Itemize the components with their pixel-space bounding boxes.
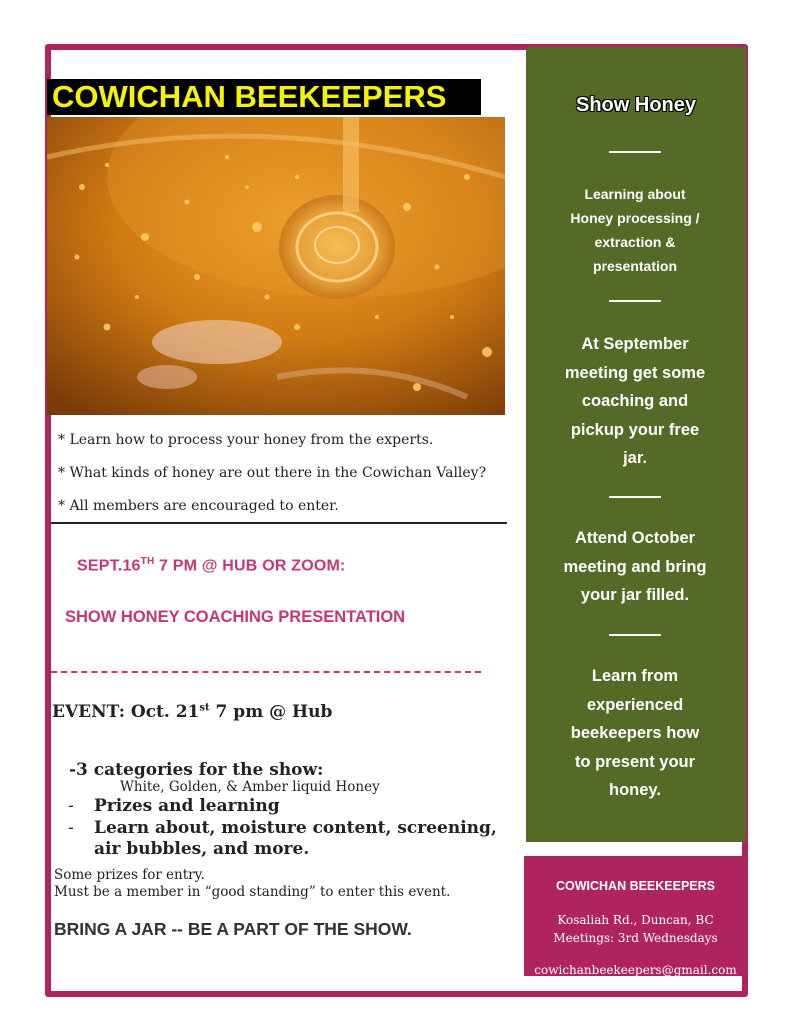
sidebar-block: Attend October meeting and bring your jar filled. bbox=[563, 529, 707, 604]
contact-box bbox=[524, 856, 747, 976]
sidebar-block: Learn from experienced beekeepers how to present your honey. bbox=[570, 667, 700, 799]
divider bbox=[51, 522, 507, 524]
bullet-item: * What kinds of honey are out there in the Cowichan Valley? bbox=[58, 465, 487, 481]
list-item-continued: air bubbles, and more. bbox=[94, 839, 310, 859]
sidebar-separator bbox=[609, 496, 661, 498]
sidebar-separator bbox=[609, 151, 661, 153]
sidebar-title: Show Honey bbox=[575, 94, 696, 116]
call-to-action: BRING A JAR -- BE A PART OF THE SHOW. bbox=[54, 919, 412, 939]
dashed-divider bbox=[51, 671, 481, 673]
categories-heading: -3 categories for the show: bbox=[69, 760, 324, 780]
contact-email[interactable]: cowichanbeekeepers@gmail.com bbox=[534, 963, 737, 977]
meeting-date: SEPT.16TH 7 PM @ HUB OR ZOOM: bbox=[77, 556, 346, 575]
contact-org: COWICHAN BEEKEEPERS bbox=[555, 879, 716, 893]
event-heading: EVENT: Oct. 21st 7 pm @ Hub bbox=[52, 702, 333, 722]
contact-meetings: Meetings: 3rd Wednesdays bbox=[553, 931, 718, 945]
sidebar-separator bbox=[609, 634, 661, 636]
list-item: - Learn about, moisture content, screening, bbox=[68, 818, 497, 838]
honey-photo bbox=[47, 117, 505, 415]
bullet-list bbox=[58, 432, 486, 531]
list-item: - Prizes and learning bbox=[68, 796, 280, 816]
bullet-item: * All members are encouraged to enter. bbox=[58, 498, 339, 514]
contact-address: Kosaliah Rd., Duncan, BC bbox=[557, 913, 714, 927]
sidebar-block: At September meeting get some coaching and pickup your free jar. bbox=[564, 335, 706, 467]
categories-detail: White, Golden, & Amber liquid Honey bbox=[120, 779, 380, 795]
note-text: Must be a member in “good standing” to enter this event. bbox=[54, 884, 451, 900]
sidebar-separator bbox=[609, 300, 661, 302]
note-text: Some prizes for entry. bbox=[54, 867, 205, 883]
page-title: COWICHAN BEEKEEPERS bbox=[47, 79, 481, 115]
sidebar-block: Learning about Honey processing / extraction & presentation bbox=[570, 186, 700, 274]
bullet-item: * Learn how to process your honey from the experts. bbox=[58, 432, 434, 448]
presentation-title: SHOW HONEY COACHING PRESENTATION bbox=[65, 608, 406, 626]
